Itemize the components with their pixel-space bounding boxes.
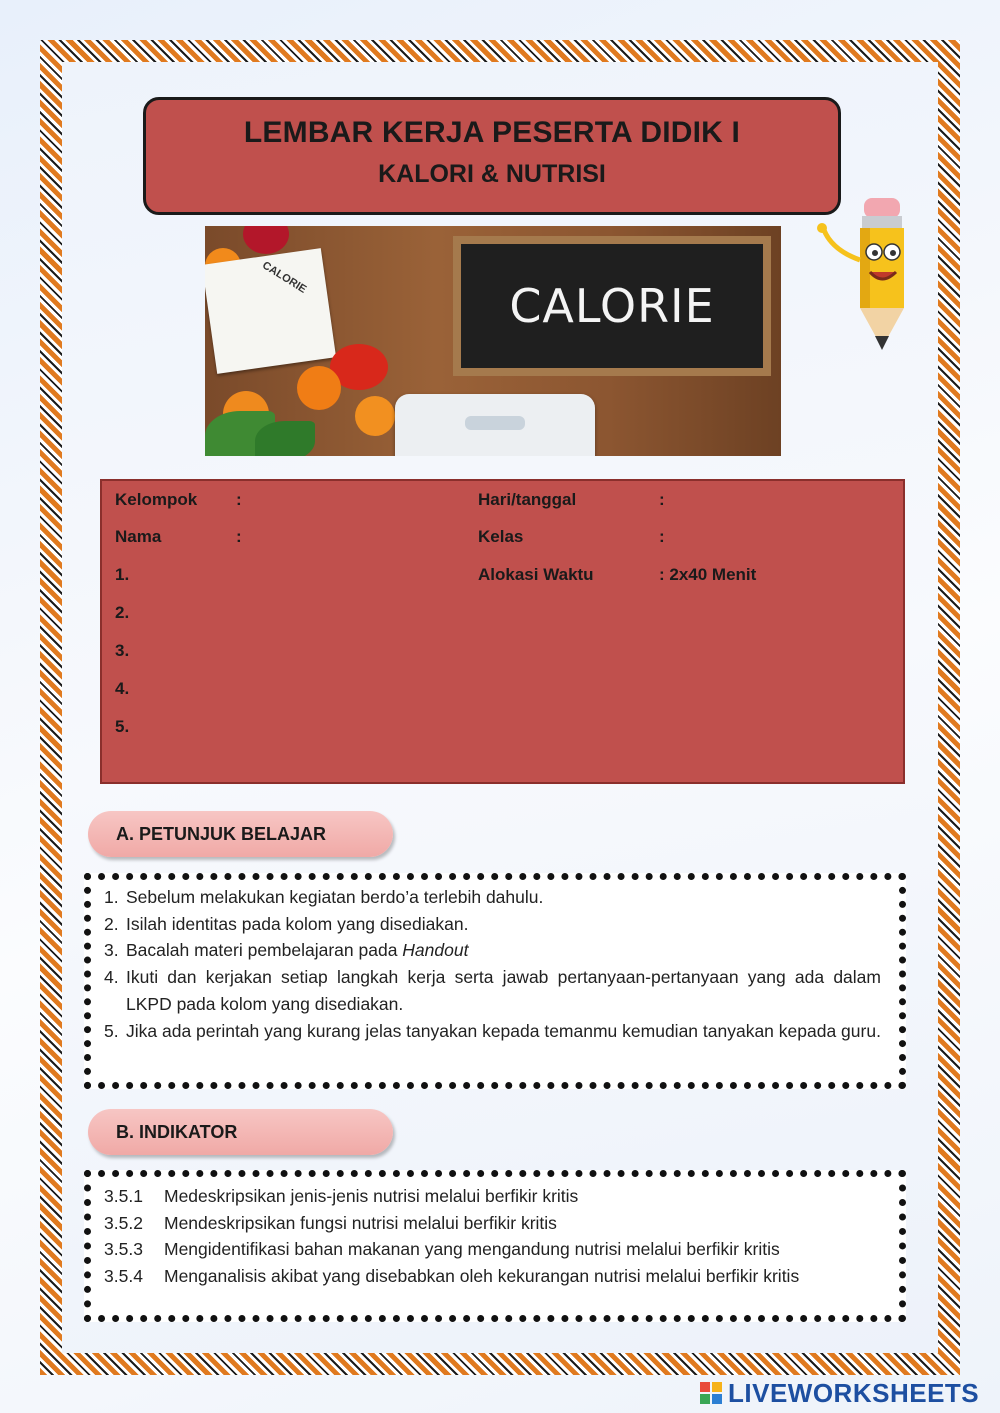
kelas-colon: : (659, 527, 665, 546)
item-number: 3.5.4 (104, 1266, 143, 1287)
item-text: Bacalah materi pembelajaran pada (126, 940, 403, 961)
item-number: 3. (104, 940, 119, 961)
greens-image (255, 421, 315, 456)
member-number: 5. (115, 717, 130, 736)
item-number: 1. (104, 887, 119, 907)
indicator-list (104, 1183, 881, 1290)
item-text: Sebelum melakukan kegiatan berdo’a terlebih dahulu. (126, 887, 544, 907)
orange-image (297, 366, 341, 410)
scale-dial (465, 416, 525, 430)
member-number: 2. (115, 603, 130, 622)
kelompok-label: Kelompok (115, 490, 198, 509)
liveworksheets-logo-icon (700, 1382, 722, 1404)
item-number: 4. (104, 967, 119, 988)
item-text: Menganalisis akibat yang disebabkan oleh kekurangan nutrisi melalui berfikir kritis (164, 1266, 800, 1287)
item-text: Mengidentifikasi bahan makanan yang mengandung nutrisi melalui berfikir kritis (164, 1239, 780, 1260)
list-item (104, 964, 881, 1017)
pencil-mascot-icon (812, 190, 922, 355)
section-a-heading (88, 811, 393, 857)
list-item (104, 1236, 881, 1263)
alokasi-value: : 2x40 Menit (659, 565, 757, 584)
item-number: 2. (104, 913, 119, 934)
item-text: Medeskripsikan jenis-jenis nutrisi melalui berfikir kritis (164, 1186, 579, 1206)
notebook-label: CALORIE (260, 259, 309, 296)
section-a-heading-text: A. PETUNJUK BELAJAR (116, 823, 327, 844)
nama-colon: : (236, 527, 242, 546)
item-text: Ikuti dan kerjakan setiap langkah kerja serta jawab pertanyaan-pertanyaan yang ada dalam LKPD pada kolom yang disediakan. (126, 967, 881, 1014)
brand-name: LIVEWORKSHEETS (728, 1377, 980, 1408)
item-emphasis: Handout (402, 940, 469, 961)
list-item (104, 937, 881, 964)
calorie-notebook (205, 248, 336, 374)
calorie-photo (205, 226, 781, 456)
list-item (104, 1210, 881, 1237)
liveworksheets-brand[interactable] (700, 1378, 979, 1408)
worksheet-subtitle: KALORI & NUTRISI (378, 160, 606, 188)
kelas-label: Kelas (478, 527, 524, 546)
chalkboard-text: CALORIE (509, 279, 715, 333)
item-text: Mendeskripsikan fungsi nutrisi melalui berfikir kritis (164, 1212, 557, 1233)
member-number: 1. (115, 565, 130, 584)
item-number: 3.5.3 (104, 1239, 143, 1260)
list-item (104, 1183, 881, 1210)
item-number: 3.5.2 (104, 1212, 143, 1233)
alokasi-label: Alokasi Waktu (478, 565, 594, 584)
apple-image (243, 226, 289, 254)
item-text: Jika ada perintah yang kurang jelas tanyakan kepada temanmu kemudian tanyakan kepada guru. (126, 1020, 881, 1041)
weighing-scale (395, 394, 595, 456)
item-number: 5. (104, 1020, 119, 1041)
hari-colon: : (659, 490, 665, 509)
section-b-heading-text: B. INDIKATOR (116, 1121, 238, 1142)
kelompok-colon: : (236, 490, 242, 509)
worksheet-title-box (143, 97, 841, 215)
worksheet-title: LEMBAR KERJA PESERTA DIDIK I (243, 116, 741, 149)
chalkboard (453, 236, 771, 376)
instruction-list (104, 884, 881, 1044)
list-item (104, 911, 881, 938)
identity-panel (100, 479, 905, 784)
nama-label: Nama (115, 527, 162, 546)
section-b-heading (88, 1109, 393, 1155)
hari-label: Hari/tanggal (478, 490, 577, 509)
item-text: Isilah identitas pada kolom yang disediakan. (126, 913, 469, 934)
list-item (104, 884, 881, 911)
list-item (104, 1263, 881, 1290)
member-number: 4. (115, 679, 130, 698)
item-number: 3.5.1 (104, 1186, 143, 1206)
orange-image (355, 396, 395, 436)
list-item (104, 1018, 881, 1045)
member-number: 3. (115, 641, 130, 660)
